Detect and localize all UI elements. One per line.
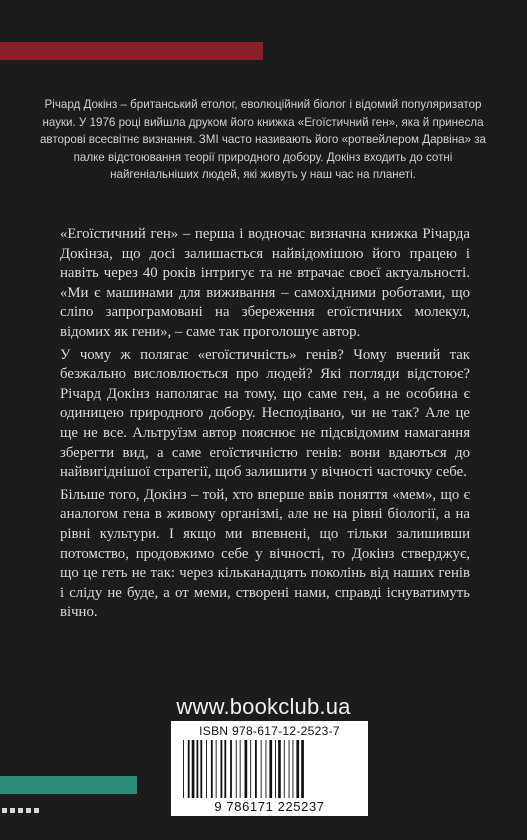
barcode-bar xyxy=(301,740,304,798)
barcode-bar xyxy=(230,740,232,798)
teal-accent-bar xyxy=(0,776,137,794)
ean-digits: 9 786171 225237 xyxy=(214,799,325,814)
barcode-bar xyxy=(245,740,248,798)
barcode-bar xyxy=(197,740,199,798)
barcode-bar xyxy=(236,740,237,798)
barcode-bar xyxy=(188,740,190,798)
barcode-bar xyxy=(293,740,294,798)
barcode-bar xyxy=(296,740,299,798)
barcode-bars xyxy=(181,740,361,798)
barcode-bar xyxy=(250,740,251,798)
barcode-bar xyxy=(269,740,272,798)
description-paragraph-3: Більше того, Докінз – той, хто вперше ввів поняття «мем», що є аналогом гена в живому організмі, але не на рівні біології, а на рівні культури. І якщо ми впевнені, що тільки залишивши потомство, продовжимо себе у вічності, то Докінз стверджує, що це геть не так: через кільканадцять поколінь від наших генів і сліду не буде, а от меми, створені нами, справді існуватимуть вічно. xyxy=(60,486,470,621)
dot xyxy=(18,808,23,813)
barcode-bar xyxy=(221,740,223,798)
barcode-bar xyxy=(278,740,281,798)
barcode-bar xyxy=(224,740,226,798)
red-accent-bar xyxy=(0,42,263,60)
barcode-bar xyxy=(211,740,213,798)
dotted-marker xyxy=(2,808,39,813)
book-description xyxy=(60,225,470,626)
dot xyxy=(2,808,7,813)
isbn-text: ISBN 978-617-12-2523-7 xyxy=(199,724,340,738)
barcode-bar xyxy=(206,740,207,798)
dot xyxy=(10,808,15,813)
publisher-website: www.bookclub.ua xyxy=(176,694,351,719)
barcode-bar xyxy=(266,740,267,798)
author-bio: Річард Докінз – британський етолог, еволюційний біолог і відомий популяризатор науки. У 1976 році вийшла друком його книжка «Егоїстичний ген», яка й принесла авторові всесвітнє визнання. ЗМІ часто називають його «ротвейлером Дарвіна» за палке відстоювання теорії природного добору. Докінз входить до сотні найгеніальніших людей, які живуть у наш час на планеті. xyxy=(39,98,487,181)
barcode-bar xyxy=(192,740,195,798)
dot xyxy=(26,808,31,813)
barcode-bar xyxy=(240,740,241,798)
barcode-bar xyxy=(275,740,276,798)
barcode-bar xyxy=(255,740,257,798)
description-paragraph-1: «Егоїстичний ген» – перша і водночас визначна книжка Річарда Докінза, що досі залишається найвідомішою його працею і навіть через 40 років інтригує та не втрачає своєї актуальності. «Ми є машинами для виживання – самохідними роботами, що сліпо запрограмовані на збереження егоїстичних молекул, відомих як гени», – саме так проголошує автор. xyxy=(60,226,470,340)
barcode-bar xyxy=(284,740,285,798)
barcode-bar xyxy=(183,740,184,798)
barcode-bar xyxy=(200,740,202,798)
barcode-label xyxy=(171,721,368,816)
barcode-bar xyxy=(261,740,262,798)
dot xyxy=(34,808,39,813)
barcode-bar xyxy=(216,740,217,798)
barcode-bar xyxy=(289,740,290,798)
description-paragraph-2: У чому ж полягає «егоїстичність» генів? Чому вчений так безжально висловлюється про людей? Які погляди відстоює? Річард Докінз наполягає на тому, що саме ген, а не особина є одиницею природного добору. Несподівано, чи не так? Але це ще не все. Альтруїзм автор пояснює не підсвідомим намагання зберегти вид, а саме егоїстичністю генів: вони вдаються до найвигіднішої стратегії, щоб залишити у вічності часточку себе. xyxy=(60,346,470,481)
